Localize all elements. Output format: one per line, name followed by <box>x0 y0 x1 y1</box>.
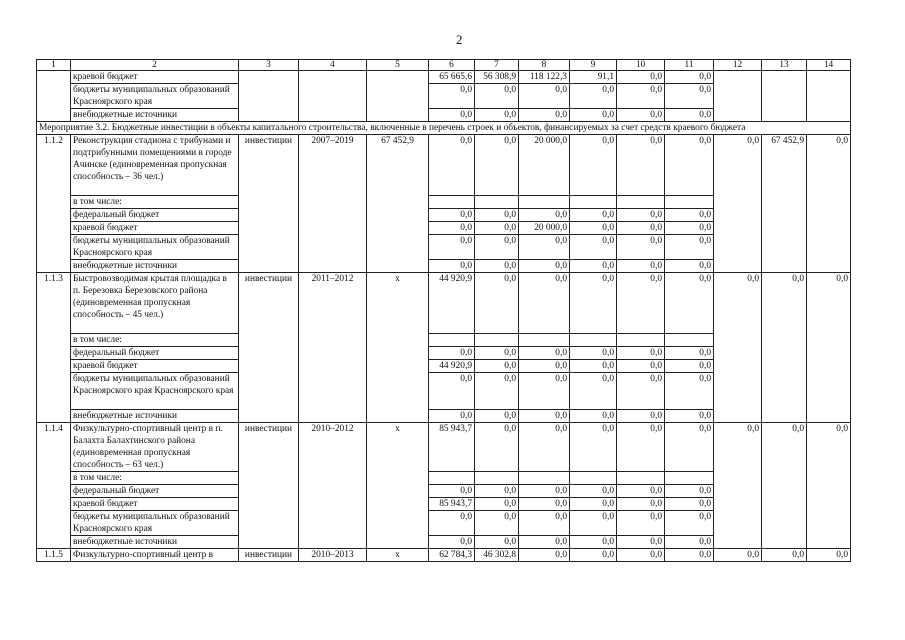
value-cell: 0,0 <box>665 347 714 360</box>
value-cell: 0,0 <box>475 135 519 196</box>
empty-cell <box>429 196 475 209</box>
value-cell: 0,0 <box>519 423 570 472</box>
value-cell: 0,0 <box>714 135 762 273</box>
value-cell: 0,0 <box>519 84 570 109</box>
value-cell: 0,0 <box>714 273 762 423</box>
value-cell: 0,0 <box>519 347 570 360</box>
item-cost: х <box>367 273 429 423</box>
value-cell: 0,0 <box>617 498 665 511</box>
value-cell: 0,0 <box>429 373 475 410</box>
column-header: 12 <box>714 60 762 71</box>
value-cell: 0,0 <box>570 423 617 472</box>
empty-cell <box>475 472 519 485</box>
value-cell: 0,0 <box>807 135 851 273</box>
column-header: 1 <box>37 60 71 71</box>
empty-cell <box>714 71 762 122</box>
empty-cell <box>519 196 570 209</box>
value-cell: 0,0 <box>475 209 519 222</box>
section-row <box>37 122 851 135</box>
item-cost: 67 452,9 <box>367 135 429 273</box>
value-cell: 0,0 <box>617 360 665 373</box>
value-cell: 0,0 <box>475 536 519 549</box>
value-cell: 0,0 <box>570 209 617 222</box>
source-label: бюджеты муниципальных образований Красноярского края <box>71 511 239 536</box>
item-type: инвестиции <box>239 423 299 549</box>
item-number: 1.1.5 <box>37 549 71 562</box>
value-cell: 0,0 <box>665 84 714 109</box>
value-cell: 0,0 <box>617 347 665 360</box>
value-cell: 0,0 <box>475 485 519 498</box>
value-cell: 0,0 <box>665 209 714 222</box>
value-cell: 0,0 <box>429 109 475 122</box>
empty-cell <box>665 334 714 347</box>
empty-cell <box>475 334 519 347</box>
value-cell: 62 784,3 <box>429 549 475 562</box>
column-header: 9 <box>570 60 617 71</box>
empty-cell <box>299 71 367 122</box>
value-cell: 0,0 <box>429 260 475 273</box>
value-cell: 0,0 <box>617 71 665 84</box>
value-cell: 0,0 <box>807 549 851 562</box>
value-cell: 0,0 <box>617 511 665 536</box>
column-header: 7 <box>475 60 519 71</box>
value-cell: 0,0 <box>519 373 570 410</box>
source-label: краевой бюджет <box>71 222 239 235</box>
column-header: 2 <box>71 60 239 71</box>
value-cell: 56 308,9 <box>475 71 519 84</box>
value-cell: 0,0 <box>617 109 665 122</box>
value-cell: 0,0 <box>617 235 665 260</box>
value-cell: 0,0 <box>617 209 665 222</box>
source-label: федеральный бюджет <box>71 347 239 360</box>
empty-cell <box>429 472 475 485</box>
value-cell: 0,0 <box>617 222 665 235</box>
value-cell: 0,0 <box>665 549 714 562</box>
value-cell: 0,0 <box>617 423 665 472</box>
value-cell: 0,0 <box>570 260 617 273</box>
value-cell: 0,0 <box>570 222 617 235</box>
value-cell: 0,0 <box>762 423 807 549</box>
value-cell: 0,0 <box>475 410 519 423</box>
value-cell: 0,0 <box>714 423 762 549</box>
source-label: краевой бюджет <box>71 360 239 373</box>
in-total-label: в том числе: <box>71 472 239 485</box>
value-cell: 0,0 <box>519 498 570 511</box>
value-cell: 0,0 <box>519 260 570 273</box>
value-cell: 0,0 <box>762 549 807 562</box>
empty-cell <box>429 334 475 347</box>
column-header: 8 <box>519 60 570 71</box>
item-type: инвестиции <box>239 273 299 423</box>
value-cell: 0,0 <box>570 109 617 122</box>
value-cell: 0,0 <box>429 222 475 235</box>
source-label: бюджеты муниципальных образований Красноярского края <box>71 235 239 260</box>
value-cell: 0,0 <box>519 360 570 373</box>
value-cell: 65 665,6 <box>429 71 475 84</box>
value-cell: 0,0 <box>429 410 475 423</box>
value-cell: 0,0 <box>617 549 665 562</box>
value-cell: 0,0 <box>519 109 570 122</box>
value-cell: 0,0 <box>617 485 665 498</box>
empty-cell <box>762 71 807 122</box>
empty-cell <box>665 196 714 209</box>
empty-cell <box>570 334 617 347</box>
value-cell: 0,0 <box>429 135 475 196</box>
value-cell: 0,0 <box>665 260 714 273</box>
value-cell: 0,0 <box>475 360 519 373</box>
value-cell: 0,0 <box>475 373 519 410</box>
value-cell: 0,0 <box>570 410 617 423</box>
value-cell: 0,0 <box>665 536 714 549</box>
value-cell: 0,0 <box>570 498 617 511</box>
value-cell: 0,0 <box>519 209 570 222</box>
value-cell: 0,0 <box>429 347 475 360</box>
value-cell: 0,0 <box>475 347 519 360</box>
value-cell: 0,0 <box>714 549 762 562</box>
value-cell: 0,0 <box>665 360 714 373</box>
value-cell: 0,0 <box>570 135 617 196</box>
item-cost: х <box>367 423 429 549</box>
item-number: 1.1.4 <box>37 423 71 549</box>
empty-cell <box>570 472 617 485</box>
in-total-label: в том числе: <box>71 196 239 209</box>
empty-cell <box>239 71 299 122</box>
page-number: 2 <box>456 32 463 47</box>
value-cell: 0,0 <box>665 71 714 84</box>
value-cell: 0,0 <box>762 273 807 423</box>
value-cell: 44 920,9 <box>429 360 475 373</box>
item-period: 2010–2013 <box>299 549 367 562</box>
value-cell: 0,0 <box>617 373 665 410</box>
table-row <box>37 71 851 84</box>
column-header: 6 <box>429 60 475 71</box>
source-label: федеральный бюджет <box>71 209 239 222</box>
value-cell: 0,0 <box>429 209 475 222</box>
empty-cell <box>617 334 665 347</box>
value-cell: 0,0 <box>519 273 570 334</box>
value-cell: 0,0 <box>617 135 665 196</box>
value-cell: 0,0 <box>665 498 714 511</box>
value-cell: 0,0 <box>617 260 665 273</box>
value-cell: 0,0 <box>665 485 714 498</box>
value-cell: 20 000,0 <box>519 222 570 235</box>
column-header: 5 <box>367 60 429 71</box>
value-cell: 44 920,9 <box>429 273 475 334</box>
value-cell: 0,0 <box>475 260 519 273</box>
item-period: 2007–2019 <box>299 135 367 273</box>
value-cell: 0,0 <box>475 235 519 260</box>
value-cell: 0,0 <box>519 235 570 260</box>
item-type: инвестиции <box>239 135 299 273</box>
value-cell: 0,0 <box>475 273 519 334</box>
value-cell: 0,0 <box>475 498 519 511</box>
item-name: Реконструкция стадиона с трибунами и подтрибунными помещениями в городе Ачинске (единовременная пропускная способность – 36 чел.) <box>71 135 239 196</box>
value-cell: 0,0 <box>807 423 851 549</box>
empty-cell <box>617 472 665 485</box>
item-period: 2011–2012 <box>299 273 367 423</box>
item-name: Физкультурно-спортивный центр в п. Балахта Балахтинского района (единовременная пропускная способность – 63 чел.) <box>71 423 239 472</box>
value-cell: 0,0 <box>519 549 570 562</box>
value-cell: 0,0 <box>519 536 570 549</box>
item-row <box>37 135 851 196</box>
value-cell: 0,0 <box>475 109 519 122</box>
value-cell: 0,0 <box>617 410 665 423</box>
item-cost: х <box>367 549 429 562</box>
value-cell: 0,0 <box>519 511 570 536</box>
value-cell: 0,0 <box>570 373 617 410</box>
value-cell: 0,0 <box>617 536 665 549</box>
value-cell: 0,0 <box>665 273 714 334</box>
value-cell: 67 452,9 <box>762 135 807 273</box>
item-type: инвестиции <box>239 549 299 562</box>
source-label: краевой бюджет <box>71 71 239 84</box>
value-cell: 0,0 <box>429 536 475 549</box>
column-header: 14 <box>807 60 851 71</box>
value-cell: 0,0 <box>570 360 617 373</box>
item-row <box>37 273 851 334</box>
source-label: бюджеты муниципальных образований Красноярского края <box>71 84 239 109</box>
value-cell: 0,0 <box>475 423 519 472</box>
value-cell: 0,0 <box>429 485 475 498</box>
source-label: внебюджетные источники <box>71 536 239 549</box>
item-name: Физкультурно-спортивный центр в <box>71 549 239 562</box>
value-cell: 85 943,7 <box>429 423 475 472</box>
column-header: 4 <box>299 60 367 71</box>
source-label: внебюджетные источники <box>71 260 239 273</box>
value-cell: 0,0 <box>570 485 617 498</box>
value-cell: 0,0 <box>665 235 714 260</box>
value-cell: 0,0 <box>570 235 617 260</box>
value-cell: 0,0 <box>519 410 570 423</box>
value-cell: 0,0 <box>570 511 617 536</box>
item-number: 1.1.3 <box>37 273 71 423</box>
value-cell: 0,0 <box>665 511 714 536</box>
value-cell: 0,0 <box>665 423 714 472</box>
value-cell: 0,0 <box>475 84 519 109</box>
section-title: Мероприятие 3.2. Бюджетные инвестиции в объекты капитального строительства, включенные в перечень строек и объектов, финансируемых за счет средств краевого бюджета <box>37 122 851 135</box>
empty-cell <box>367 71 429 122</box>
item-row <box>37 423 851 472</box>
value-cell: 91,1 <box>570 71 617 84</box>
budget-table <box>36 59 851 562</box>
empty-cell <box>665 472 714 485</box>
empty-cell <box>519 334 570 347</box>
in-total-label: в том числе: <box>71 334 239 347</box>
value-cell: 0,0 <box>665 135 714 196</box>
value-cell: 0,0 <box>519 485 570 498</box>
item-name: Быстровозводимая крытая площадка в п. Березовка Березовского района (единовременная пропускная способность – 45 чел.) <box>71 273 239 334</box>
value-cell: 0,0 <box>570 84 617 109</box>
value-cell: 85 943,7 <box>429 498 475 511</box>
value-cell: 0,0 <box>617 273 665 334</box>
header-row <box>37 60 851 71</box>
empty-cell <box>807 71 851 122</box>
value-cell: 0,0 <box>617 84 665 109</box>
value-cell: 0,0 <box>665 109 714 122</box>
number-cell <box>37 71 71 122</box>
source-label: бюджеты муниципальных образований Красноярского края Красноярского края <box>71 373 239 410</box>
value-cell: 20 000,0 <box>519 135 570 196</box>
value-cell: 0,0 <box>570 536 617 549</box>
value-cell: 0,0 <box>570 273 617 334</box>
empty-cell <box>570 196 617 209</box>
value-cell: 0,0 <box>570 347 617 360</box>
value-cell: 0,0 <box>429 511 475 536</box>
source-label: внебюджетные источники <box>71 109 239 122</box>
column-header: 10 <box>617 60 665 71</box>
item-number: 1.1.2 <box>37 135 71 273</box>
value-cell: 0,0 <box>665 373 714 410</box>
value-cell: 0,0 <box>429 235 475 260</box>
value-cell: 0,0 <box>807 273 851 423</box>
column-header: 13 <box>762 60 807 71</box>
value-cell: 0,0 <box>429 84 475 109</box>
value-cell: 0,0 <box>475 222 519 235</box>
value-cell: 0,0 <box>570 549 617 562</box>
column-header: 3 <box>239 60 299 71</box>
empty-cell <box>617 196 665 209</box>
empty-cell <box>519 472 570 485</box>
value-cell: 0,0 <box>665 410 714 423</box>
source-label: краевой бюджет <box>71 498 239 511</box>
column-header: 11 <box>665 60 714 71</box>
source-label: внебюджетные источники <box>71 410 239 423</box>
item-period: 2010–2012 <box>299 423 367 549</box>
value-cell: 0,0 <box>475 511 519 536</box>
empty-cell <box>475 196 519 209</box>
table-body <box>37 60 851 562</box>
value-cell: 118 122,3 <box>519 71 570 84</box>
item-row <box>37 549 851 562</box>
value-cell: 0,0 <box>665 222 714 235</box>
value-cell: 46 302,8 <box>475 549 519 562</box>
source-label: федеральный бюджет <box>71 485 239 498</box>
